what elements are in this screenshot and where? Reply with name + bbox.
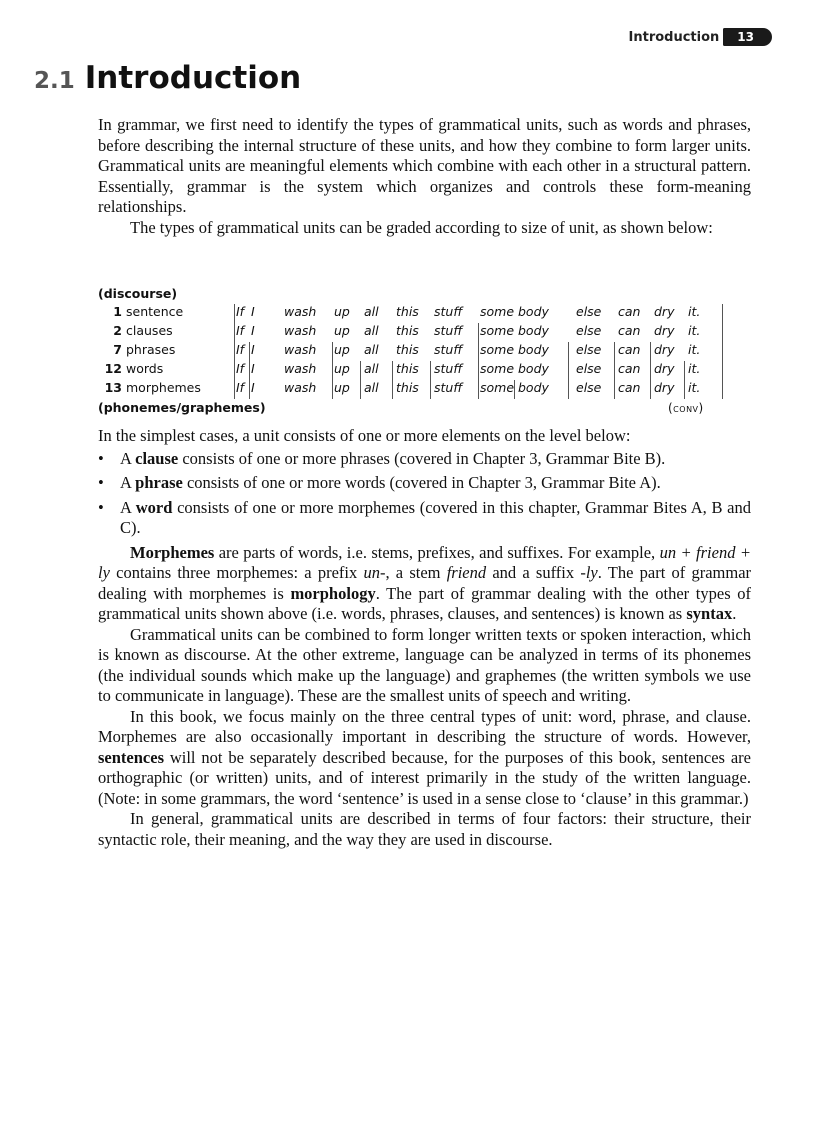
token: body: [518, 361, 549, 376]
unit-boundary: [722, 380, 723, 399]
unit-boundary: [392, 361, 393, 380]
token: it.: [688, 342, 701, 357]
unit-boundary: [249, 380, 250, 399]
row-label: [98, 361, 228, 376]
token: If: [236, 361, 245, 376]
unit-boundary: [722, 304, 723, 323]
unit-boundary: [332, 342, 333, 361]
page-number-tab: 13: [723, 28, 772, 46]
token: If: [236, 342, 245, 357]
token: some: [480, 380, 515, 395]
unit-boundary: [332, 380, 333, 399]
token: up: [334, 361, 350, 376]
term-phrase: phrase: [135, 473, 183, 492]
unit-boundary: [234, 323, 235, 342]
paragraph-3: In the simplest cases, a unit consists of one or more elements on the level below:: [98, 426, 631, 445]
token: body: [518, 342, 549, 357]
table-bottom-label: (phonemes/graphemes): [98, 400, 266, 415]
token: else: [576, 323, 602, 338]
paragraph-7: In general, grammatical units are described in terms of four factors: their structure, their syntactic role, their meaning, and the way they are used in discourse.: [98, 809, 751, 849]
unit-boundary: [234, 342, 235, 361]
bullet-list: [98, 449, 751, 539]
token: can: [618, 361, 641, 376]
running-head: [629, 28, 772, 46]
paragraph-5: Grammatical units can be combined to form longer written texts or spoken interaction, which is known as discourse. At the other extreme, language can be analyzed in terms of its phonemes (the individual sounds which make up the language) and graphemes (the written symbols we use to communicate in language). These are the smallest units of speech and writing.: [98, 624, 751, 705]
token: wash: [284, 304, 317, 319]
paragraph-1: In grammar, we first need to identify the types of grammatical units, such as words and phrases, before describing the internal structure of these units, and how they combine to form larger units. Grammatical units are meaningful elements which combine with each other in a structural pattern. Essentially, grammar is the system which organizes and controls these form-meaning relationships.: [98, 115, 751, 216]
token: else: [576, 361, 602, 376]
token: wash: [284, 323, 317, 338]
unit-count: 12: [104, 361, 122, 376]
unit-boundary: [722, 361, 723, 380]
section-heading: [34, 60, 301, 96]
paragraph-2: The types of grammatical units can be graded according to size of unit, as shown below:: [130, 217, 713, 237]
token: it.: [688, 361, 701, 376]
token: If: [236, 380, 245, 395]
token: this: [396, 342, 419, 357]
table-row: [98, 380, 730, 399]
unit-boundary: [614, 380, 615, 399]
token: body: [518, 323, 549, 338]
token: stuff: [434, 342, 463, 357]
unit-boundary: [249, 361, 250, 380]
section-title: Introduction: [84, 60, 302, 96]
unit-name: words: [126, 361, 164, 376]
unit-boundary: [650, 361, 651, 380]
token: this: [396, 380, 419, 395]
token: all: [364, 304, 379, 319]
unit-boundary: [430, 380, 431, 399]
list-item: • A word consists of one or more morphemes (covered in this chapter, Grammar Bites A, B and C).: [98, 498, 751, 539]
unit-boundary: [722, 342, 723, 361]
unit-boundary: [568, 380, 569, 399]
unit-boundary: [360, 380, 361, 399]
unit-boundary: [478, 380, 479, 399]
token: dry: [654, 361, 675, 376]
token: I: [251, 342, 255, 357]
token: I: [251, 380, 255, 395]
unit-count: 13: [104, 380, 122, 395]
token: some: [480, 304, 515, 319]
token: else: [576, 304, 602, 319]
token: else: [576, 380, 602, 395]
token: dry: [654, 342, 675, 357]
intro-block: [98, 115, 751, 238]
unit-count: 7: [113, 342, 122, 357]
token: this: [396, 323, 419, 338]
running-head-label: Introduction: [628, 29, 720, 45]
unit-name: sentence: [126, 304, 184, 319]
unit-boundary: [478, 361, 479, 380]
table-row: [98, 323, 730, 342]
token: up: [334, 304, 350, 319]
token: it.: [688, 304, 701, 319]
unit-boundary: [650, 342, 651, 361]
token: all: [364, 342, 379, 357]
token: else: [576, 342, 602, 357]
token: up: [334, 342, 350, 357]
list-item: • A phrase consists of one or more words (covered in Chapter 3, Grammar Bite A).: [98, 473, 751, 494]
token: all: [364, 361, 379, 376]
row-label: [98, 304, 228, 319]
token: stuff: [434, 361, 463, 376]
unit-boundary: [722, 323, 723, 342]
term-clause: clause: [135, 448, 179, 468]
unit-boundary: [478, 342, 479, 361]
source-tag: (conv): [668, 401, 704, 415]
token: dry: [654, 380, 675, 395]
token: all: [364, 323, 379, 338]
unit-boundary: [650, 380, 651, 399]
token: it.: [688, 380, 701, 395]
token: some: [480, 342, 515, 357]
list-item: • A clause consists of one or more phrases (covered in Chapter 3, Grammar Bite B).: [98, 449, 751, 470]
section-number: 2.1: [34, 68, 75, 94]
token: dry: [654, 304, 675, 319]
table-row: [98, 361, 730, 380]
unit-boundary: [568, 361, 569, 380]
table-row: [98, 342, 730, 361]
token: stuff: [434, 380, 463, 395]
unit-boundary: [514, 380, 515, 399]
row-label: [98, 380, 228, 395]
paragraph-6: In this book, we focus mainly on the three central types of unit: word, phrase, and clause. Morphemes are also occasionally important in describing the structure of words. However, sentences will not be separately described because, for the purposes of this book, sentences are orthographic (or written) units, and of interest primarily in the study of the written language. (Note: in some grammars, the word ‘sentence’ is used in a sense close to ‘clause’ in this grammar.): [98, 706, 751, 808]
unit-boundary: [684, 380, 685, 399]
unit-boundary: [684, 361, 685, 380]
unit-boundary: [614, 361, 615, 380]
token: body: [518, 380, 549, 395]
token: stuff: [434, 323, 463, 338]
table-top-label: (discourse): [98, 286, 178, 301]
token: can: [618, 342, 641, 357]
token: I: [251, 361, 255, 376]
token: I: [251, 323, 255, 338]
unit-name: phrases: [126, 342, 176, 357]
unit-boundary: [478, 323, 479, 342]
token: I: [251, 304, 255, 319]
unit-boundary: [568, 342, 569, 361]
token: can: [618, 304, 641, 319]
term-word: word: [135, 497, 173, 517]
unit-boundary: [614, 342, 615, 361]
token: it.: [688, 323, 701, 338]
token: dry: [654, 323, 675, 338]
unit-boundary: [249, 342, 250, 361]
unit-boundary: [234, 361, 235, 380]
token: this: [396, 361, 419, 376]
unit-count: 2: [113, 323, 122, 338]
token: up: [334, 380, 350, 395]
row-label: [98, 342, 228, 357]
token: all: [364, 380, 379, 395]
token: stuff: [434, 304, 463, 319]
token: some: [480, 323, 515, 338]
token: up: [334, 323, 350, 338]
unit-boundary: [234, 380, 235, 399]
unit-name: morphemes: [126, 380, 201, 395]
unit-boundary: [332, 361, 333, 380]
paragraph-4: Morphemes are parts of words, i.e. stems, prefixes, and suffixes. For example, un + friend + ly contains three morphemes: a prefix un-, a stem friend and a suffix -ly. The part of grammar dealing with morphemes is morphology. The part of grammar dealing with the other types of grammatical units shown above (i.e. words, phrases, clauses, and sentences) is known as syntax.: [98, 542, 752, 623]
token: If: [236, 323, 245, 338]
main-block: [98, 426, 751, 850]
row-label: [98, 323, 228, 338]
token: wash: [284, 361, 317, 376]
unit-boundary: [430, 361, 431, 380]
unit-boundary: [234, 304, 235, 323]
token: wash: [284, 380, 317, 395]
token: this: [396, 304, 419, 319]
token: can: [618, 323, 641, 338]
token: some: [480, 361, 515, 376]
unit-count: 1: [113, 304, 122, 319]
unit-boundary: [360, 361, 361, 380]
unit-boundary: [392, 380, 393, 399]
table-row: [98, 304, 730, 323]
unit-size-table: [98, 304, 730, 399]
token: can: [618, 380, 641, 395]
token: If: [236, 304, 245, 319]
unit-name: clauses: [126, 323, 173, 338]
token: body: [518, 304, 549, 319]
token: wash: [284, 342, 317, 357]
